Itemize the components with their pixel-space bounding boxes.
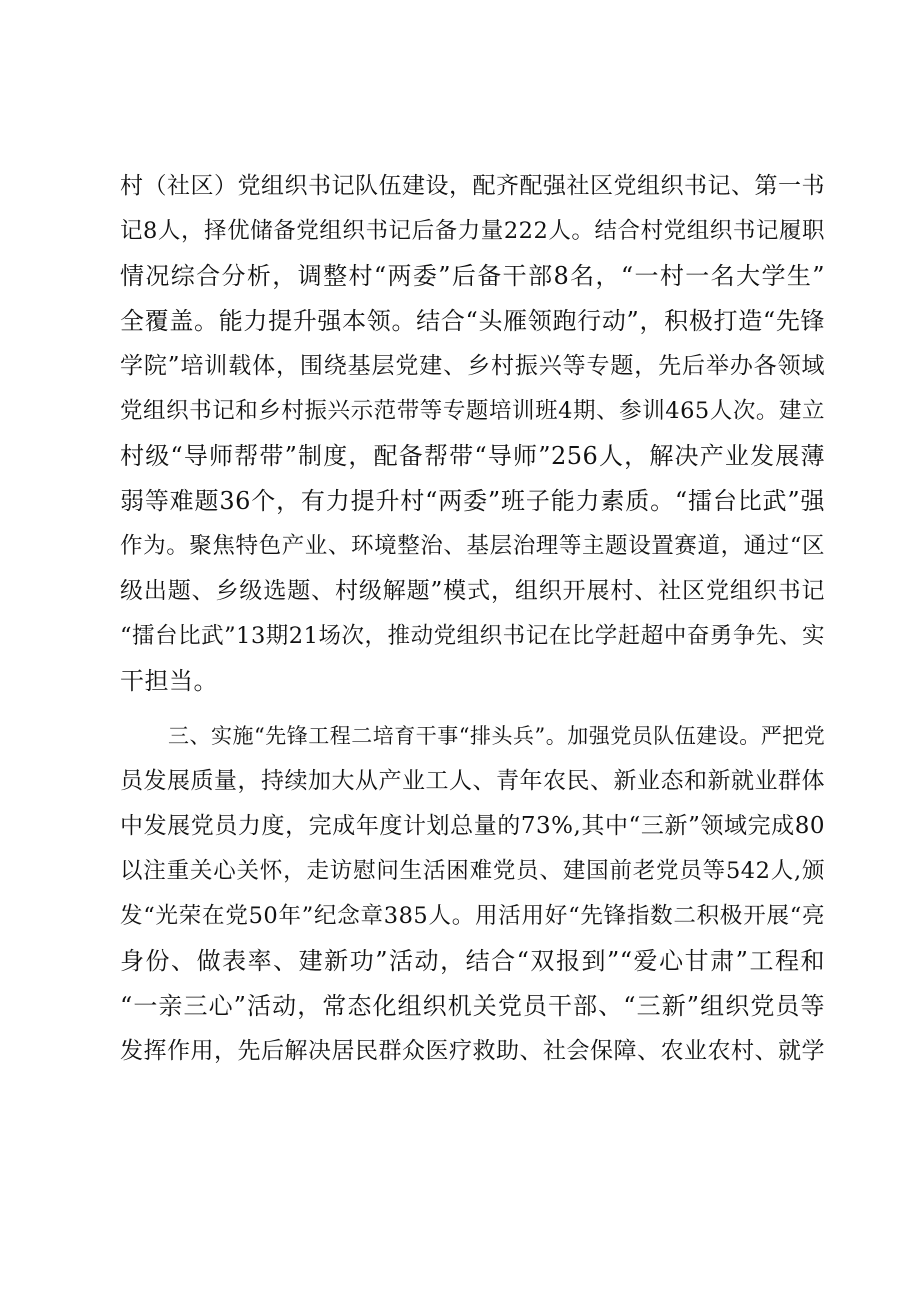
paragraph-heading-line: 三、实施“先锋工程二培育干事“排头兵”。加强党员队伍建设。严把党: [168, 724, 826, 748]
text-line: 全覆盖。能力提升强本领。结合“头雁领跑行动”，积极打造“先锋: [120, 307, 825, 335]
text-line: 中发展党员力度，完成年度计划总量的73%,其中“三新”领域完成80: [120, 813, 825, 839]
text-line: 村（社区）党组织书记队伍建设，配齐配强社区党组织书记、第一书: [120, 173, 825, 199]
text-line: 村级“导师帮带”制度，配备帮带“导师”256人，解决产业发展薄: [120, 442, 825, 470]
text-line: “一亲三心”活动，常态化组织机关党员干部、“三新”组织党员等: [120, 992, 825, 1020]
text-line: “擂台比武”13期21场次，推动党组织书记在比学赶超中奋勇争先、实: [120, 623, 825, 649]
text-line: 弱等难题36个，有力提升村“两委”班子能力素质。“擂台比武”强: [120, 487, 825, 515]
text-line: 干担当。: [120, 667, 218, 695]
text-line: 员发展质量，持续加大从产业工人、青年农民、新业态和新就业群体: [120, 768, 825, 794]
text-line: 发“光荣在党50年”纪念章385人。用活用好“先锋指数二积极开展“亮: [120, 903, 825, 929]
text-line: 级出题、乡级选题、村级解题”模式，组织开展村、社区党组织书记: [120, 578, 825, 604]
text-line: 记8人，择优储备党组织书记后备力量222人。结合村党组织书记履职: [120, 218, 825, 244]
text-line: 学院”培训载体，围绕基层党建、乡村振兴等专题，先后举办各领域: [120, 353, 825, 379]
text-line: 情况综合分析，调整村“两委”后备干部8名，“一村一名大学生”: [120, 262, 825, 290]
text-line: 以注重关心关怀，走访慰问生活困难党员、建国前老党员等542人,颁: [120, 858, 825, 884]
text-line: 党组织书记和乡村振兴示范带等专题培训班4期、参训465人次。建立: [120, 398, 825, 424]
text-line: 发挥作用，先后解决居民群众医疗救助、社会保障、农业农村、就学: [120, 1038, 825, 1064]
text-line: 作为。聚焦特色产业、环境整治、基层治理等主题设置赛道，通过“区: [120, 533, 825, 559]
text-line: 身份、做表率、建新功”活动，结合“双报到”“爱心甘肃”工程和: [120, 947, 825, 975]
